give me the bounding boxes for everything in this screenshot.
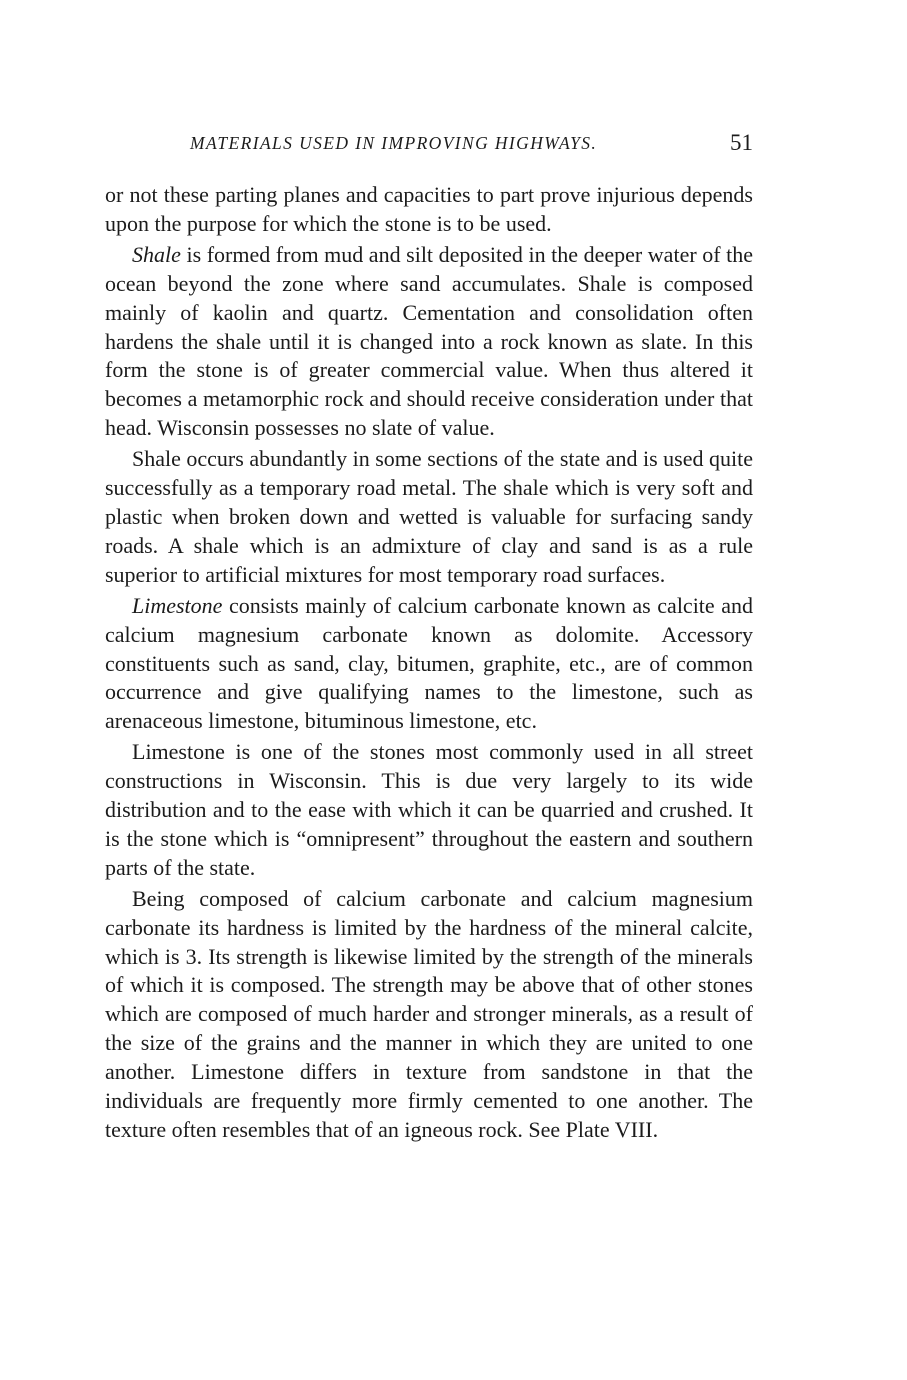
paragraph-text: or not these parting planes and capacities to part prove injurious depends upon the purpose for which the stone is to be used. [105, 182, 753, 236]
paragraph-text: consists mainly of calcium carbonate known as calcite and calcium magnesium carbonate known as dolomite. Accessory constituents such as sand, clay, bitumen, graphite, etc., are of common occurrence and give qualifying names to the limestone, such as arenaceous limestone, bituminous limestone, etc. [105, 592, 753, 734]
term-shale: Shale [132, 241, 181, 267]
paragraph-shale-uses [105, 445, 753, 590]
page-number: 51 [730, 130, 753, 155]
paragraph-text: Being composed of calcium carbonate and calcium magnesium carbonate its hardness is limited by the hardness of the mineral calcite, which is 3. Its strength is likewise limited by the strength of the minerals of which it is composed. The strength may be above that of other stones which are composed of much harder and stronger minerals, as a result of the size of the grains and the manner in which they are united to one another. Limestone differs in texture from sandstone in that the individuals are frequently more firmly cemented to one another. The texture often resembles that of an igneous rock. See Plate VIII. [105, 885, 753, 1142]
running-title: MATERIALS USED IN IMPROVING HIGHWAYS. [190, 133, 598, 153]
body-text [105, 181, 753, 1145]
paragraph-continued [105, 181, 753, 239]
paragraph-shale [105, 241, 753, 443]
paragraph-text: Limestone is one of the stones most commonly used in all street constructions in Wisconsin. This is due very largely to its wide distribution and to the ease with which it can be quarried and crushed. It is the stone which is “omnipresent” throughout the eastern and southern parts of the state. [105, 739, 753, 880]
paragraph-limestone-usage [105, 738, 753, 883]
paragraph-text: Shale occurs abundantly in some sections of the state and is used quite successfully as a temporary road metal. The shale which is very soft and plastic when broken down and wetted is valuable for surfacing sandy roads. A shale which is an admixture of clay and sand is as a rule superior to artificial mixtures for most temporary road surfaces. [105, 446, 753, 587]
paragraph-text: is formed from mud and silt deposited in the deeper water of the ocean beyond the zone where sand accumulates. Shale is composed mainly of kaolin and quartz. Cementation and consolidation often hardens the shale until it is changed into a rock known as slate. In this form the stone is of greater commercial value. When thus altered it becomes a metamorphic rock and should receive consideration under that head. Wisconsin possesses no slate of value. [105, 241, 753, 441]
running-head [105, 128, 753, 164]
paragraph-limestone [105, 592, 753, 737]
paragraph-limestone-properties [105, 885, 753, 1145]
term-limestone: Limestone [132, 592, 223, 618]
